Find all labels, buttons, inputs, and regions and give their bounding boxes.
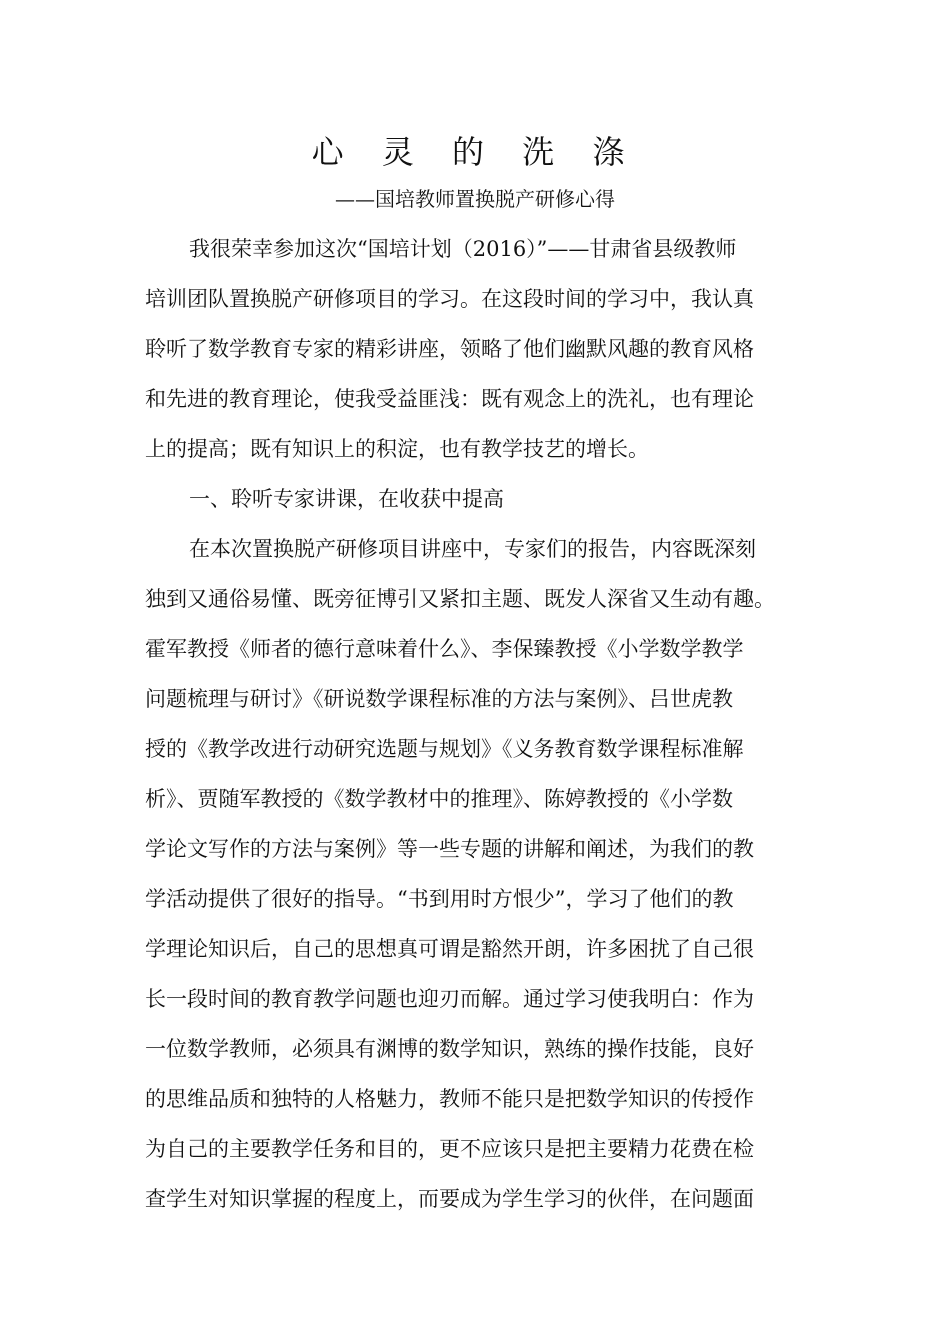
paragraph-line: 一位数学教师，必须具有渊博的数学知识，熟练的操作技能，良好 xyxy=(145,1037,754,1061)
paragraph-line: 为自己的主要教学任务和目的，更不应该只是把主要精力花费在检 xyxy=(145,1137,754,1161)
paragraph-line: 培训团队置换脱产研修项目的学习。在这段时间的学习中，我认真 xyxy=(145,287,754,311)
paragraph-line: 学理论知识后，自己的思想真可谓是豁然开朗，许多困扰了自己很 xyxy=(145,937,754,961)
paragraph-line: 霍军教授《师者的德行意味着什么》、李保臻教授《小学数学教学 xyxy=(145,637,744,661)
document-subtitle: ——国培教师置换脱产研修心得 xyxy=(335,187,615,211)
paragraph-line: 授的《教学改进行动研究选题与规划》《义务教育数学课程标准解 xyxy=(145,737,744,761)
paragraph-line: 聆听了数学教育专家的精彩讲座，领略了他们幽默风趣的教育风格 xyxy=(145,337,754,361)
paragraph-line: 上的提高；既有知识上的积淀，也有教学技艺的增长。 xyxy=(145,437,649,461)
paragraph-line: 在本次置换脱产研修项目讲座中，专家们的报告，内容既深刻 xyxy=(189,537,756,561)
document-title: 心 灵 的 洗 涤 xyxy=(311,133,639,171)
paragraph-line: 长一段时间的教育教学问题也迎刃而解。通过学习使我明白：作为 xyxy=(145,987,754,1011)
paragraph-line: 析》、贾随军教授的《数学教材中的推理》、陈婷教授的《小学数 xyxy=(145,787,733,811)
section-heading: 一、聆听专家讲课，在收获中提高 xyxy=(189,487,504,511)
paragraph-line: 学活动提供了很好的指导。“书到用时方恨少”，学习了他们的教 xyxy=(145,887,734,911)
document-body xyxy=(145,224,810,1224)
paragraph-line: 的思维品质和独特的人格魅力，教师不能只是把数学知识的传授作 xyxy=(145,1087,754,1111)
paragraph-line: 学论文写作的方法与案例》等一些专题的讲解和阐述，为我们的教 xyxy=(145,837,754,861)
paragraph-line: 我很荣幸参加这次“国培计划（2016）”——甘肃省县级教师 xyxy=(189,237,737,261)
paragraph-line: 问题梳理与研讨》《研说数学课程标准的方法与案例》、吕世虎教 xyxy=(145,687,733,711)
paragraph-line: 查学生对知识掌握的程度上，而要成为学生学习的伙伴，在问题面 xyxy=(145,1187,754,1211)
paragraph-line: 和先进的教育理论，使我受益匪浅：既有观念上的洗礼，也有理论 xyxy=(145,387,754,411)
paragraph-line: 独到又通俗易懂、既旁征博引又紧扣主题、既发人深省又生动有趣。 xyxy=(145,587,775,611)
